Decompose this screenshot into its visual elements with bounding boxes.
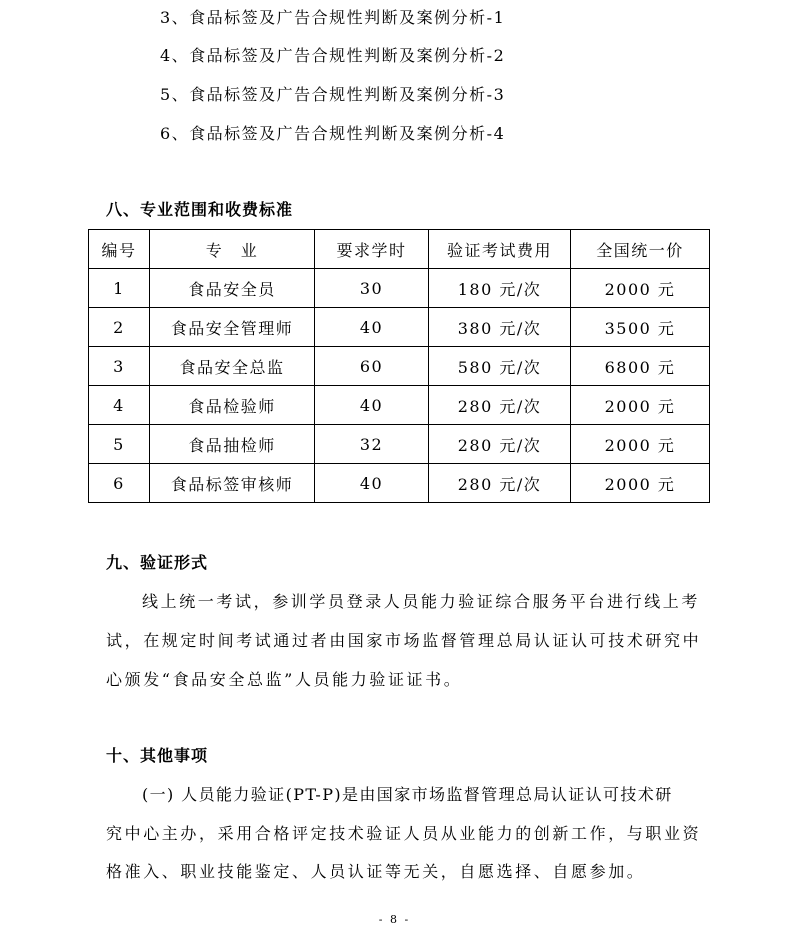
header-price: 全国统一价 — [571, 230, 710, 269]
section-10-heading: 十、其他事项 — [106, 746, 209, 765]
list-item: 3、食品标签及广告合规性判断及案例分析-1 — [160, 8, 506, 27]
cell-hours: 32 — [315, 425, 429, 464]
list-item: 5、食品标签及广告合规性判断及案例分析-3 — [160, 85, 506, 104]
paragraph-line: 心颁发“食品安全总监”人员能力验证证书。 — [106, 670, 463, 689]
header-number: 编号 — [89, 230, 150, 269]
cell-specialty: 食品标签审核师 — [150, 464, 315, 503]
table-header-row — [89, 230, 710, 269]
table-row — [89, 308, 710, 347]
cell-specialty: 食品安全总监 — [150, 347, 315, 386]
cell-number: 5 — [89, 425, 150, 464]
cell-exam-fee: 280 元/次 — [429, 425, 571, 464]
cell-number: 2 — [89, 308, 150, 347]
cell-specialty: 食品安全管理师 — [150, 308, 315, 347]
cell-specialty: 食品检验师 — [150, 386, 315, 425]
table-row — [89, 386, 710, 425]
list-item: 6、食品标签及广告合规性判断及案例分析-4 — [160, 124, 506, 143]
cell-exam-fee: 280 元/次 — [429, 386, 571, 425]
cell-hours: 40 — [315, 308, 429, 347]
cell-price: 2000 元 — [571, 269, 710, 308]
cell-price: 2000 元 — [571, 386, 710, 425]
paragraph-line: 究中心主办，采用合格评定技术验证人员从业能力的创新工作，与职业资 — [106, 824, 702, 843]
table-row — [89, 347, 710, 386]
cell-exam-fee: 380 元/次 — [429, 308, 571, 347]
section-9-heading: 九、验证形式 — [106, 553, 209, 572]
fee-table — [88, 229, 710, 503]
list-item: 4、食品标签及广告合规性判断及案例分析-2 — [160, 46, 506, 65]
cell-number: 3 — [89, 347, 150, 386]
cell-exam-fee: 180 元/次 — [429, 269, 571, 308]
header-specialty: 专 业 — [150, 230, 315, 269]
cell-price: 6800 元 — [571, 347, 710, 386]
cell-specialty: 食品抽检师 — [150, 425, 315, 464]
cell-exam-fee: 280 元/次 — [429, 464, 571, 503]
paragraph-line: 试，在规定时间考试通过者由国家市场监督管理总局认证认可技术研究中 — [106, 631, 702, 650]
cell-exam-fee: 580 元/次 — [429, 347, 571, 386]
table-row — [89, 464, 710, 503]
section-8-heading: 八、专业范围和收费标准 — [106, 200, 294, 219]
cell-price: 2000 元 — [571, 425, 710, 464]
cell-number: 1 — [89, 269, 150, 308]
paragraph-line: 格准入、职业技能鉴定、人员认证等无关，自愿选择、自愿参加。 — [106, 862, 646, 881]
cell-specialty: 食品安全员 — [150, 269, 315, 308]
page-number: - 8 - — [378, 913, 411, 926]
cell-hours: 30 — [315, 269, 429, 308]
cell-number: 4 — [89, 386, 150, 425]
header-exam-fee: 验证考试费用 — [429, 230, 571, 269]
paragraph-line: 线上统一考试，参训学员登录人员能力验证综合服务平台进行线上考 — [142, 592, 701, 611]
paragraph-line: (一) 人员能力验证(PT-P)是由国家市场监督管理总局认证认可技术研 — [142, 785, 673, 804]
cell-hours: 40 — [315, 464, 429, 503]
cell-hours: 60 — [315, 347, 429, 386]
table-row — [89, 269, 710, 308]
cell-hours: 40 — [315, 386, 429, 425]
cell-price: 3500 元 — [571, 308, 710, 347]
header-hours: 要求学时 — [315, 230, 429, 269]
table-row — [89, 425, 710, 464]
cell-number: 6 — [89, 464, 150, 503]
cell-price: 2000 元 — [571, 464, 710, 503]
